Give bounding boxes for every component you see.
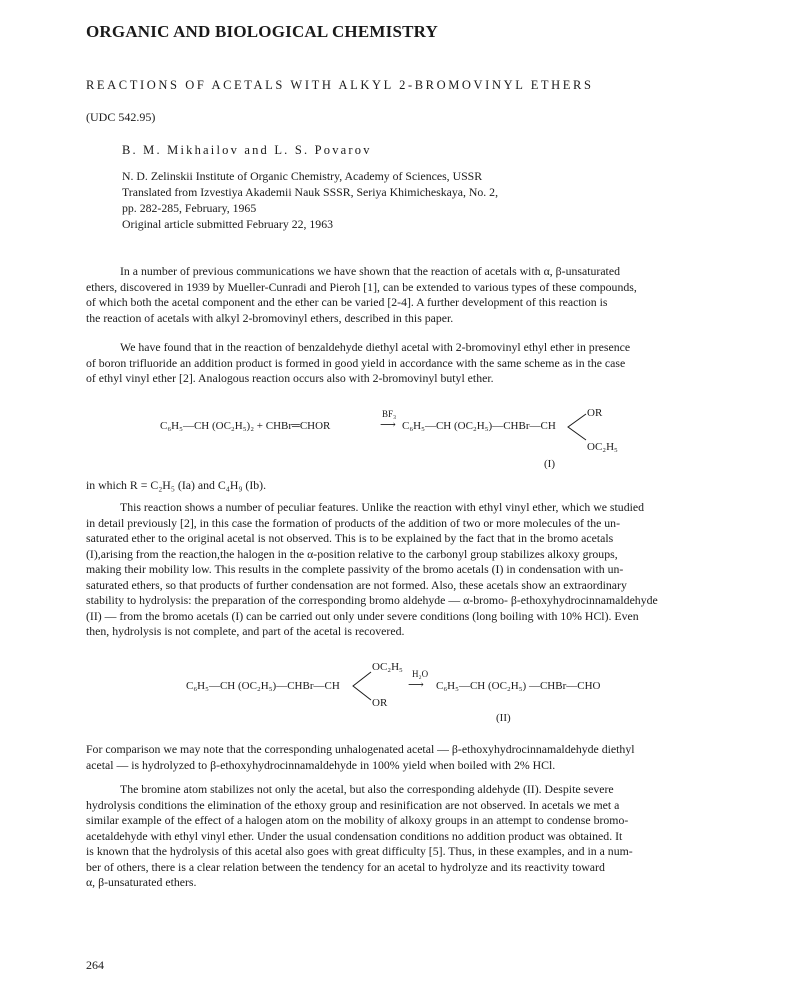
- p4-line: saturated ethers, so that products of further condensation are not formed. Also, these acetals show an extraordinary: [86, 577, 627, 592]
- equation-1-left: C₆H₅—CH (OC₂H₅)₂ + CHBr═CHOR: [160, 420, 331, 432]
- equation-1-label: (I): [544, 458, 555, 470]
- p6-line: acetaldehyde with ethyl vinyl ether. Under the usual condensation conditions no addition product was obtained. It: [86, 828, 623, 843]
- p6-line: The bromine atom stabilizes not only the acetal, but also the corresponding aldehyde (II). Despite severe: [120, 782, 614, 796]
- affiliation-line: N. D. Zelinskii Institute of Organic Chemistry, Academy of Sciences, USSR: [122, 169, 483, 183]
- p2-line: We have found that in the reaction of benzaldehyde diethyl acetal with 2-bromovinyl ethyl ether in presence: [120, 340, 631, 354]
- p6-line: ber of others, there is a clear relation between the tendency for an acetal to hydrolyze and its reactivity toward: [86, 859, 605, 874]
- equation-1-bottom-substituent: OC₂H₅: [587, 441, 618, 453]
- paragraph-1: [86, 264, 722, 326]
- p1-line: of which both the acetal component and the ether can be varied [2-4]. A further development of this reaction is: [86, 295, 608, 309]
- p1-line: ethers, discovered in 1939 by Mueller-Cunradi and Pieroh [1], can be extended to various types of these compounds,: [86, 279, 637, 294]
- p6-line: α, β-unsaturated ethers.: [86, 875, 197, 889]
- p4-line: This reaction shows a number of peculiar features. Unlike the reaction with ethyl vinyl ether, which we studied: [120, 500, 644, 514]
- paragraph-6: [86, 782, 722, 891]
- equation-2-bracket: [351, 670, 373, 702]
- p1-line: In a number of previous communications we have shown that the reaction of acetals with α, β-unsaturated: [120, 264, 620, 278]
- equation-2-arrow: ⟶: [408, 679, 424, 691]
- paragraph-5: [86, 742, 722, 773]
- p4-line: making their mobility low. This results in the complete passivity of the bromo acetals (I) in condensation with un-: [86, 562, 624, 576]
- equation-1-top-substituent: OR: [587, 407, 603, 419]
- p4-line: in detail previously [2], in this case the formation of products of the addition of two or more molecules of the un-: [86, 515, 621, 530]
- p6-line: is known that the hydrolysis of this acetal also goes with great difficulty [5]. Thus, in these examples, and in a num-: [86, 844, 633, 858]
- page-number: 264: [86, 958, 104, 972]
- p4-line: (I),arising from the reaction,the halogen in the α-position relative to the carbonyl group stabilizes alkoxy groups,: [86, 546, 618, 561]
- p3-line: in which R = C₂H₅ (Ia) and C₄H₉ (Ib).: [86, 478, 267, 492]
- p5-line: For comparison we may note that the corresponding unhalogenated acetal — β-ethoxyhydrocinnamaldehyde diethyl: [86, 742, 635, 756]
- p5-line: acetal — is hydrolyzed to β-ethoxyhydrocinnamaldehyde in 100% yield when boiled with 2% HCl.: [86, 757, 556, 772]
- section-heading: ORGANIC AND BIOLOGICAL CHEMISTRY: [86, 22, 438, 41]
- equation-1-catalyst: BF₃: [382, 409, 397, 419]
- p4-line: then, hydrolysis is not complete, and part of the acetal is recovered.: [86, 624, 405, 638]
- equation-1-right: C₆H₅—CH (OC₂H₅)—CHBr—CH: [402, 420, 556, 432]
- submitted-line: Original article submitted February 22, 1963: [122, 217, 333, 231]
- equation-1-bracket: [566, 412, 588, 442]
- equation-2-label: (II): [496, 712, 511, 724]
- p1-line: the reaction of acetals with alkyl 2-bromovinyl ethers, described in this paper.: [86, 310, 454, 325]
- p4-line: saturated ether to the original acetal is not observed. This is to be explained by the fact that in the bromo acetals: [86, 531, 614, 545]
- paragraph-3: [86, 478, 722, 494]
- p6-line: hydrolysis conditions the elimination of the ethoxy group and resinification are not observed. In acetals we met a: [86, 797, 620, 812]
- equation-2-right: C₆H₅—CH (OC₂H₅) —CHBr—CHO: [436, 680, 601, 692]
- equation-2-top-substituent: OC₂H₅: [372, 661, 403, 673]
- translation-line: Translated from Izvestiya Akademii Nauk SSSR, Seriya Khimicheskaya, No. 2,: [122, 185, 499, 199]
- pages-line: pp. 282-285, February, 1965: [122, 201, 257, 215]
- authors: B. M. Mikhailov and L. S. Povarov: [122, 143, 372, 157]
- paragraph-2: [86, 340, 722, 387]
- p4-line: (II) — from the bromo acetals (I) can be carried out only under severe conditions (long boiling with 10% HCl). Even: [86, 608, 639, 623]
- equation-2-left: C₆H₅—CH (OC₂H₅)—CHBr—CH: [186, 680, 340, 692]
- udc-code: (UDC 542.95): [86, 110, 156, 124]
- equation-1-arrow: ⟶: [380, 419, 396, 431]
- paragraph-4: [86, 500, 722, 640]
- equation-2-reagent: H₂O: [412, 669, 429, 679]
- p4-line: stability to hydrolysis: the preparation of the corresponding bromo aldehyde — α-bromo- β-ethoxyhydrocinnamaldehyde: [86, 593, 658, 607]
- p6-line: similar example of the effect of a halogen atom on the mobility of alkoxy groups in an attempt to condense bromo-: [86, 813, 629, 827]
- article-title: REACTIONS OF ACETALS WITH ALKYL 2-BROMOVINYL ETHERS: [86, 78, 594, 92]
- p2-line: of ethyl vinyl ether [2]. Analogous reaction occurs also with 2-bromovinyl butyl ether.: [86, 371, 494, 385]
- p2-line: of boron trifluoride an addition product is formed in good yield in accordance with the same scheme as in the case: [86, 355, 626, 370]
- equation-2-bottom-substituent: OR: [372, 697, 388, 709]
- affiliation-block: [122, 168, 722, 232]
